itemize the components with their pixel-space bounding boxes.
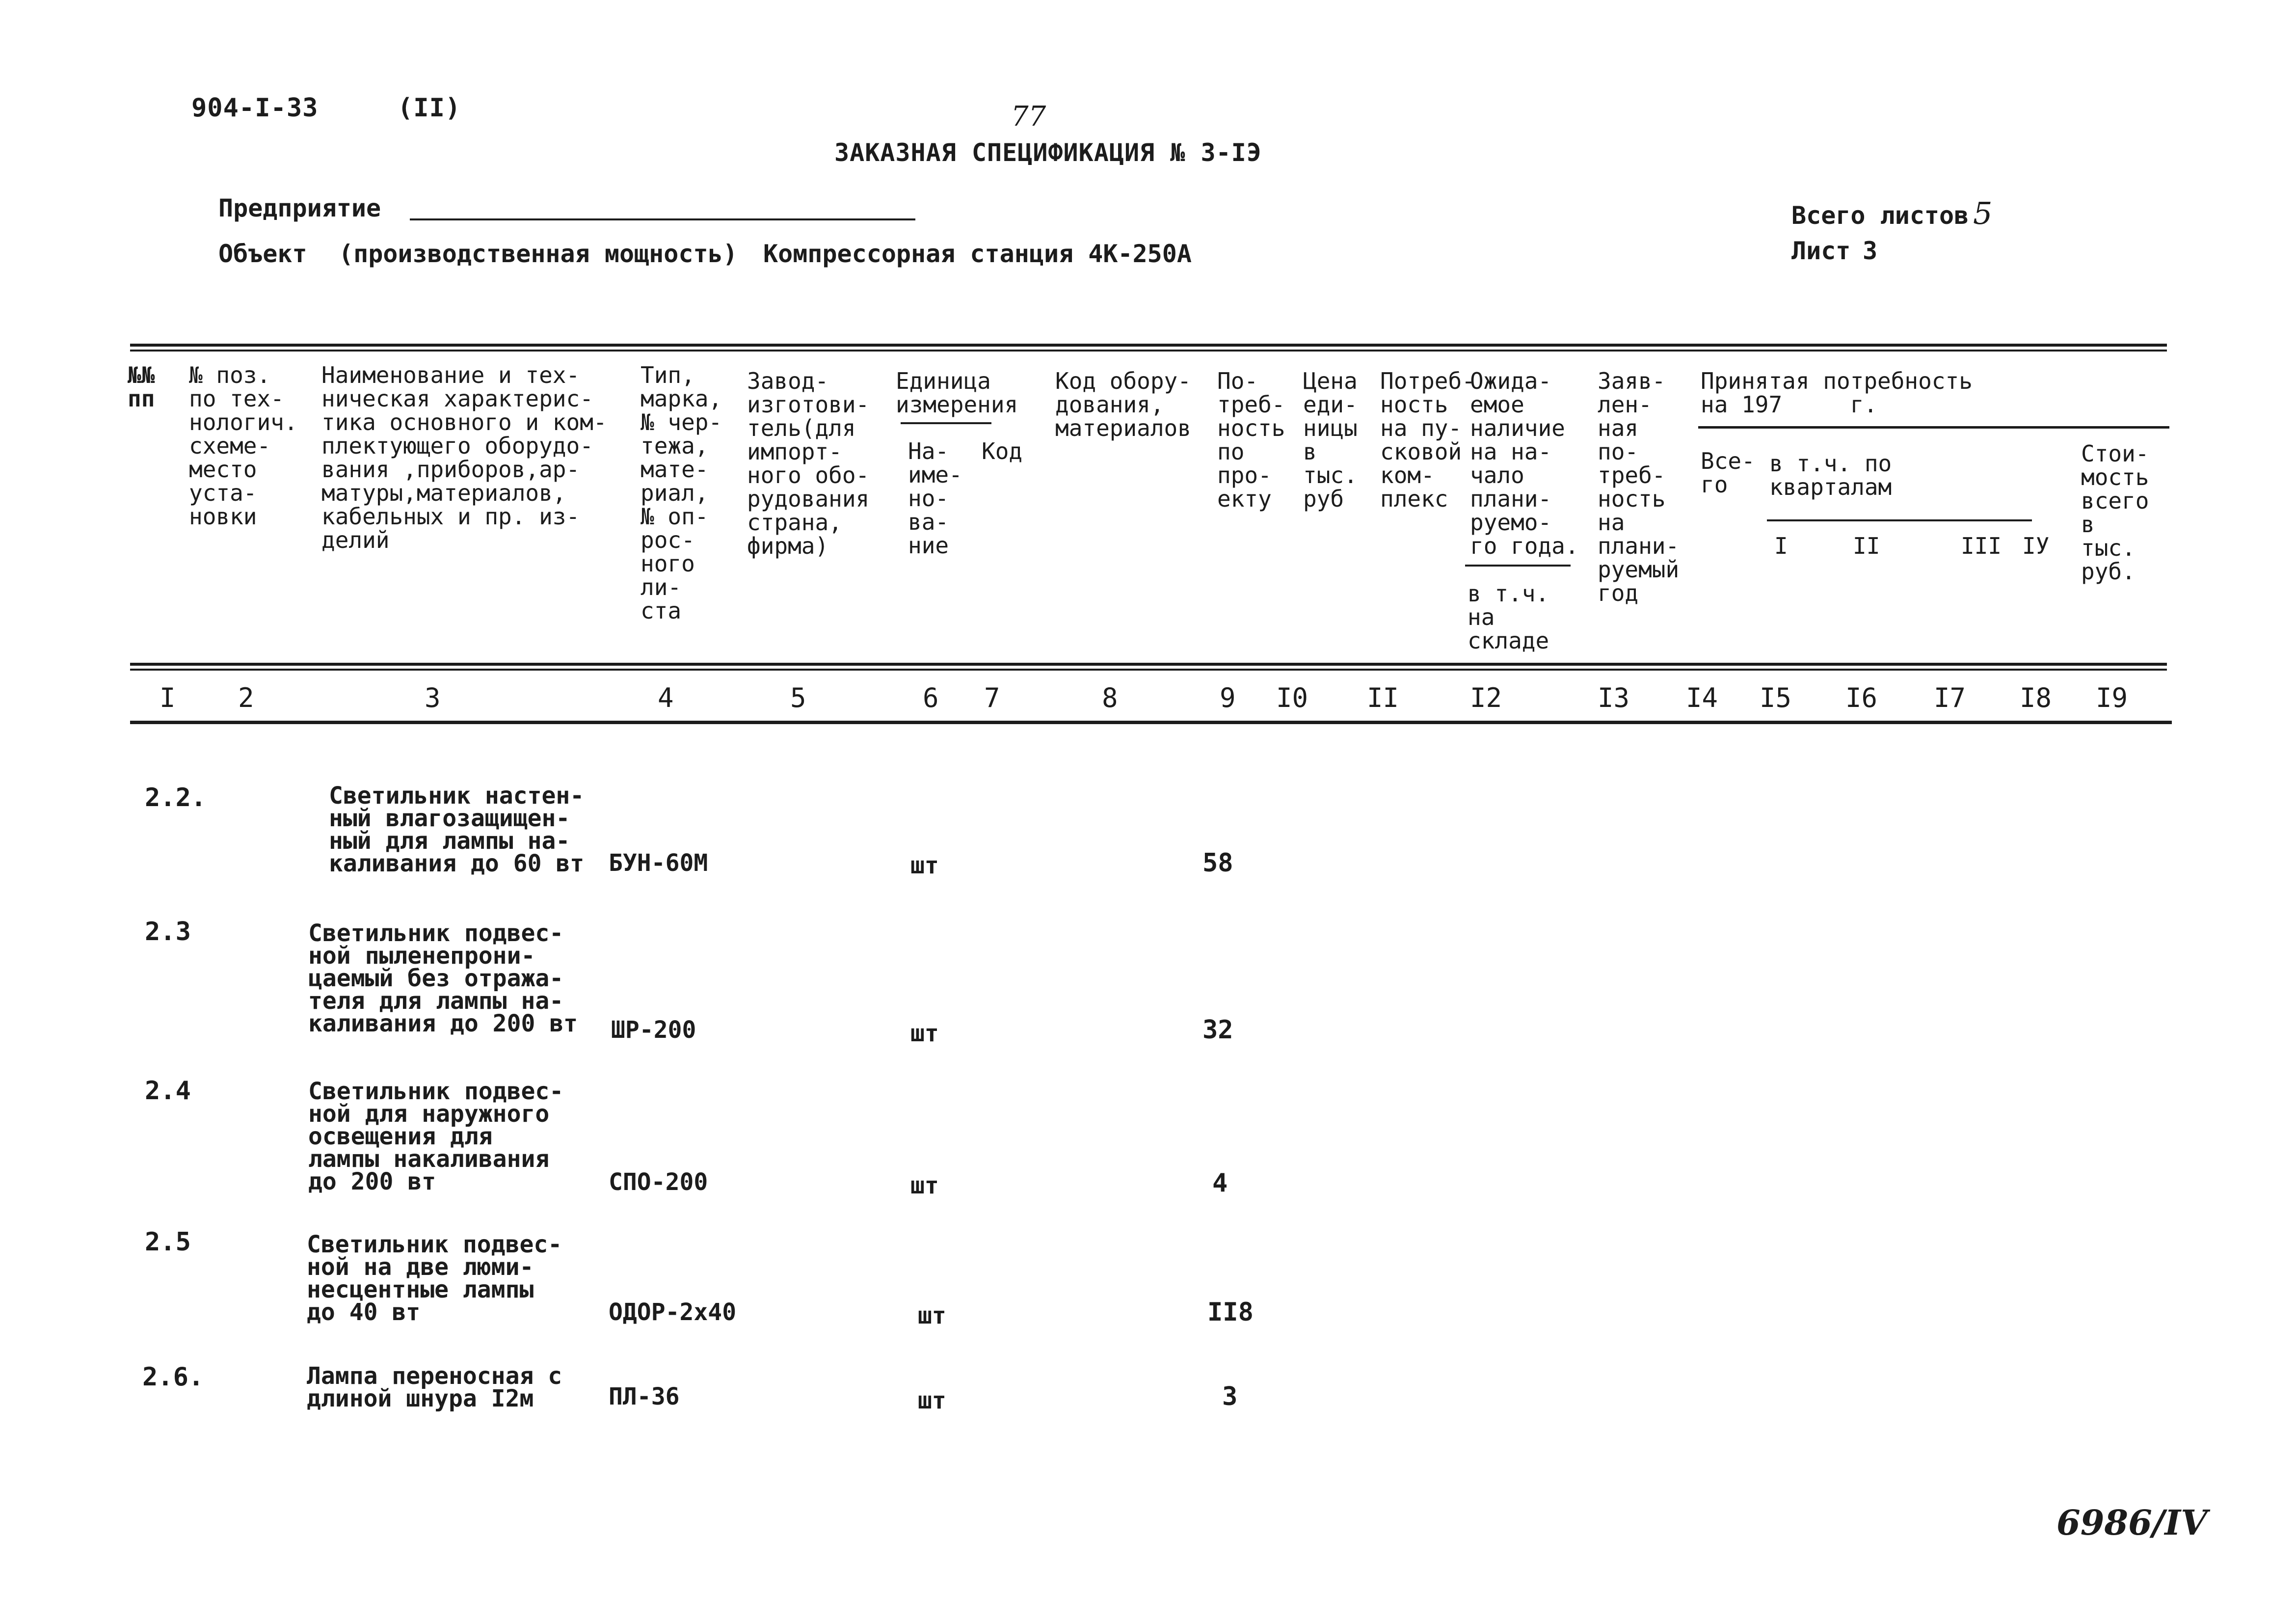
col-number-7: 7 <box>984 682 1000 713</box>
table-row-type: ШР-200 <box>611 1016 696 1044</box>
col-number-8: 8 <box>1102 682 1118 713</box>
col-header-4: Тип, марка, № чер- тежа, мате- риал, № оп- рос- ного ли- ста <box>641 362 722 624</box>
document-code: 904-I-33 <box>191 93 319 123</box>
col-number-5: 5 <box>790 682 806 713</box>
col-header-10: Цена еди- ницы в тыс. руб <box>1303 368 1358 512</box>
table-row-type: ОДОР-2х40 <box>609 1299 737 1326</box>
table-row-name: Светильник настен- ный влагозащищен- ный для лампы на- каливания до 60 вт <box>329 782 585 877</box>
accepted-subheader-rule <box>1698 426 2169 429</box>
col-number-2: 2 <box>238 682 254 713</box>
table-row-unit: шт <box>910 852 939 879</box>
header-bottom-rule-2 <box>130 669 2167 671</box>
col-header-q1: I <box>1774 533 1788 559</box>
col-number-13: I3 <box>1598 682 1630 713</box>
table-row-name: Светильник подвес- ной для наружного освещения для лампы накаливания до 200 вт <box>308 1078 564 1195</box>
col-number-19: I9 <box>2096 682 2128 713</box>
col-number-3: 3 <box>425 682 441 713</box>
col-number-4: 4 <box>658 682 674 713</box>
header-top-rule <box>130 344 2167 347</box>
object-capacity: (производственная мощность) <box>339 240 738 268</box>
col-header-13: Заяв- лен- ная по- треб- ность на плани- руемый год <box>1598 368 1680 606</box>
col-number-16: I6 <box>1845 682 1878 713</box>
table-row-qty: II8 <box>1207 1298 1254 1327</box>
col-header-q4: IУ <box>2022 533 2050 559</box>
header-bottom-rule <box>130 663 2167 666</box>
enterprise-fill-line <box>410 218 915 220</box>
table-row-qty: 58 <box>1202 848 1233 878</box>
total-sheets-value: 5 <box>1973 195 1993 231</box>
enterprise-label: Предприятие <box>218 194 381 222</box>
col-header-11: Потреб- ность на пу- сковой ком- плекс <box>1380 368 1475 512</box>
table-row-pos: 2.6. <box>142 1362 204 1392</box>
table-row-unit: шт <box>910 1020 939 1047</box>
col-header-1: №№ пп <box>128 362 155 412</box>
archive-stamp: 6986/IV <box>2056 1502 2208 1543</box>
document-part: (II) <box>398 93 461 123</box>
col-header-14: Все- го <box>1701 448 1755 498</box>
col-header-8: Код обору- дования, материалов <box>1055 368 1191 441</box>
numbers-bottom-rule <box>130 721 2172 724</box>
col-number-15: I5 <box>1760 682 1792 713</box>
quarters-subheader-rule <box>1767 519 2032 521</box>
table-row-pos: 2.5 <box>145 1227 191 1257</box>
object-label: Объект <box>218 240 307 268</box>
table-row-type: СПО-200 <box>609 1168 708 1196</box>
table-row-unit: шт <box>910 1172 939 1199</box>
col-header-9: По- треб- ность по про- екту <box>1217 368 1285 512</box>
table-row-pos: 2.2. <box>145 783 207 812</box>
col-number-10: I0 <box>1276 682 1308 713</box>
table-row-type: ПЛ-36 <box>609 1383 680 1410</box>
sheet-value: 3 <box>1863 237 1878 265</box>
col-header-12: Ожида- емое наличие на на- чало плани- руемо- го года. <box>1470 368 1579 559</box>
col-number-18: I8 <box>2020 682 2052 713</box>
table-row-name: Светильник подвес- ной на две люми- несцентные лампы до 40 вт <box>307 1231 562 1326</box>
document-title: ЗАКАЗНАЯ СПЕЦИФИКАЦИЯ № 3-IЭ <box>834 138 1262 167</box>
col-header-15-18: в т.ч. по кварталам <box>1769 450 1892 500</box>
table-row-pos: 2.3 <box>145 917 191 947</box>
table-row-name: Лампа переносная с длиной шнура I2м <box>307 1362 562 1412</box>
col-header-q2: II <box>1853 533 1880 559</box>
col-header-q3: III <box>1961 533 2002 559</box>
header-top-rule-2 <box>130 350 2167 352</box>
col-number-17: I7 <box>1934 682 1966 713</box>
col-number-1: I <box>160 682 176 713</box>
col-number-6: 6 <box>923 682 939 713</box>
col-header-14-19: Принятая потребность на 197 г. <box>1701 368 1973 418</box>
col-header-5: Завод- изготови- тель(для импорт- ного обо- рудования страна, фирма) <box>747 368 870 559</box>
handwritten-note: 77 <box>1011 101 1046 133</box>
table-row-qty: 4 <box>1212 1168 1228 1198</box>
table-row-unit: шт <box>918 1387 946 1414</box>
total-sheets-label: Всего листов <box>1791 201 1969 230</box>
col-header-3: Наименование и тех- ническая характерис- тика основного и ком- плектующего оборудо- вания ,приборов,ар- матуры,материалов, кабельных и пр. из- делий <box>321 362 607 553</box>
table-row-type: БУН-60М <box>609 849 708 877</box>
table-row-unit: шт <box>918 1302 946 1329</box>
col-number-12: I2 <box>1470 682 1502 713</box>
col-header-7: Код <box>982 438 1023 464</box>
table-row-qty: 3 <box>1222 1382 1238 1411</box>
col-header-6-7: Единица измерения <box>896 368 1018 418</box>
col-number-14: I4 <box>1686 682 1718 713</box>
col-header-19: Стои- мость всего в тыс. руб. <box>2081 440 2149 585</box>
table-row-pos: 2.4 <box>145 1076 191 1106</box>
col-header-12-stock: в т.ч. на складе <box>1468 580 1549 654</box>
object-value: Компрессорная станция 4К-250А <box>763 240 1192 268</box>
table-row-name: Светильник подвес- ной пыленепрони- цаемый без отража- теля для лампы на- каливания до 200 вт <box>308 920 578 1037</box>
col-header-2: № поз. по тех- нологич. схеме- место уста- новки <box>189 362 298 530</box>
stock-subheader-rule <box>1465 565 1571 567</box>
unit-subheader-rule <box>901 422 991 424</box>
table-row-qty: 32 <box>1202 1015 1233 1045</box>
sheet-label: Лист <box>1791 237 1851 265</box>
col-number-11: II <box>1367 682 1399 713</box>
col-header-6: На- име- но- ва- ние <box>908 438 962 559</box>
col-number-9: 9 <box>1220 682 1236 713</box>
